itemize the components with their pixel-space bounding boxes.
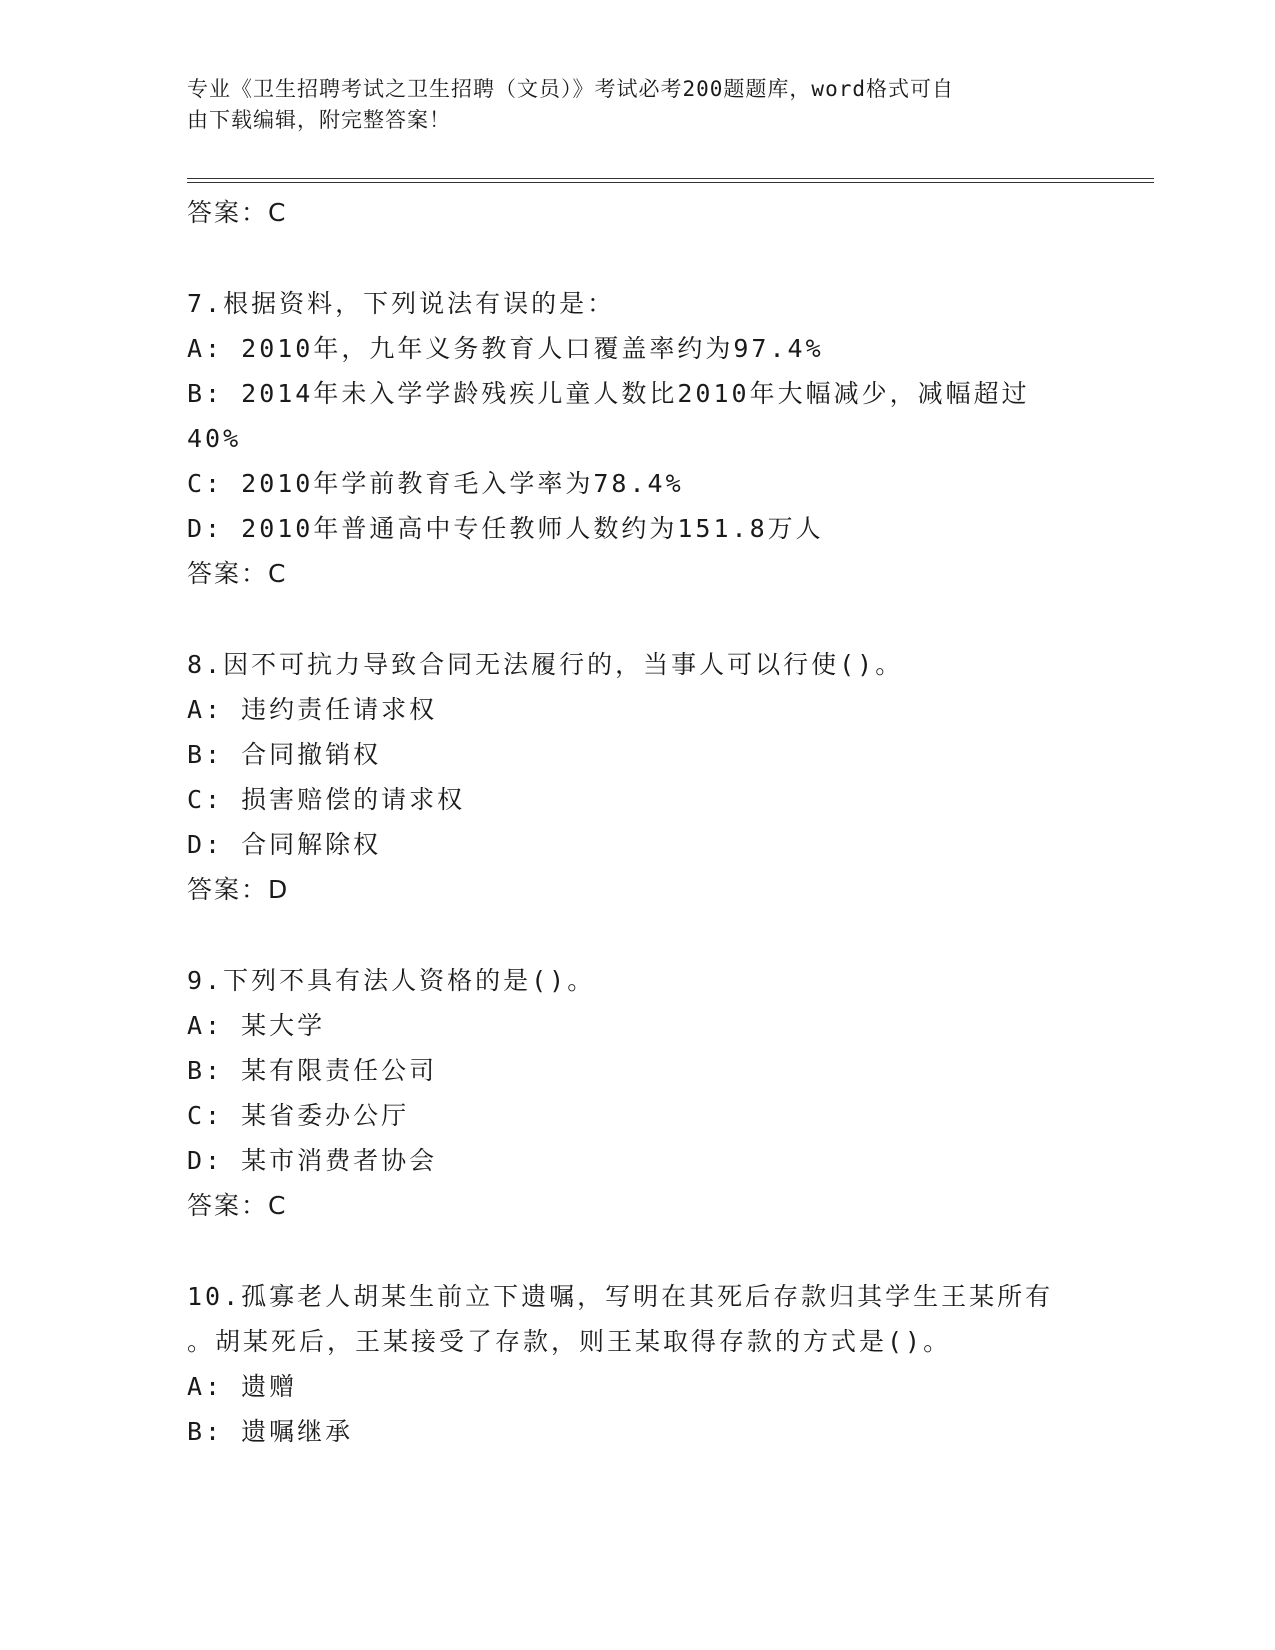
spacer <box>187 1228 1147 1274</box>
option-d: D: 2010年普通高中专任教师人数约为151.8万人 <box>187 514 824 543</box>
question-stem-continued: 。胡某死后，王某接受了存款，则王某取得存款的方式是()。 <box>187 1327 952 1356</box>
option-b: B: 某有限责任公司 <box>187 1056 438 1085</box>
option-c: C: 2010年学前教育毛入学率为78.4% <box>187 469 684 498</box>
question-stem: 9.下列不具有法人资格的是()。 <box>187 966 596 995</box>
option-a: A: 2010年，九年义务教育人口覆盖率约为97.4% <box>187 334 824 363</box>
option-a: A: 遗赠 <box>187 1372 298 1401</box>
question-stem: 10.孤寡老人胡某生前立下遗嘱，写明在其死后存款归其学生王某所有 <box>187 1282 1054 1311</box>
question-block-7 <box>187 281 1147 596</box>
spacer <box>187 912 1147 958</box>
question-list <box>187 190 1147 1454</box>
header-divider <box>187 178 1154 183</box>
question-stem: 8.因不可抗力导致合同无法履行的，当事人可以行使()。 <box>187 650 904 679</box>
document-header <box>187 74 1087 136</box>
option-b: B: 2014年未入学学龄残疾儿童人数比2010年大幅减少，减幅超过 <box>187 379 1030 408</box>
question-stem: 7.根据资料，下列说法有误的是： <box>187 289 616 318</box>
option-c: C: 损害赔偿的请求权 <box>187 785 466 814</box>
option-d: D: 某市消费者协会 <box>187 1146 438 1175</box>
option-b: B: 合同撤销权 <box>187 740 382 769</box>
question-block-8 <box>187 642 1147 912</box>
answer-line: 答案：C <box>187 559 288 588</box>
option-b: B: 遗嘱继承 <box>187 1417 354 1446</box>
answer-line: 答案：C <box>187 1191 288 1220</box>
option-b-continued: 40% <box>187 424 242 453</box>
option-c: C: 某省委办公厅 <box>187 1101 410 1130</box>
question-block-9 <box>187 958 1147 1228</box>
answer-line: 答案：D <box>187 875 290 904</box>
answer-line: 答案：C <box>187 198 288 227</box>
spacer <box>187 596 1147 642</box>
question-block-10 <box>187 1274 1147 1454</box>
header-line-2: 由下载编辑，附完整答案！ <box>187 108 451 132</box>
spacer <box>187 235 1147 281</box>
option-d: D: 合同解除权 <box>187 830 382 859</box>
option-a: A: 某大学 <box>187 1011 326 1040</box>
header-line-1: 专业《卫生招聘考试之卫生招聘（文员）》考试必考200题题库，word格式可自 <box>187 77 954 101</box>
option-a: A: 违约责任请求权 <box>187 695 438 724</box>
